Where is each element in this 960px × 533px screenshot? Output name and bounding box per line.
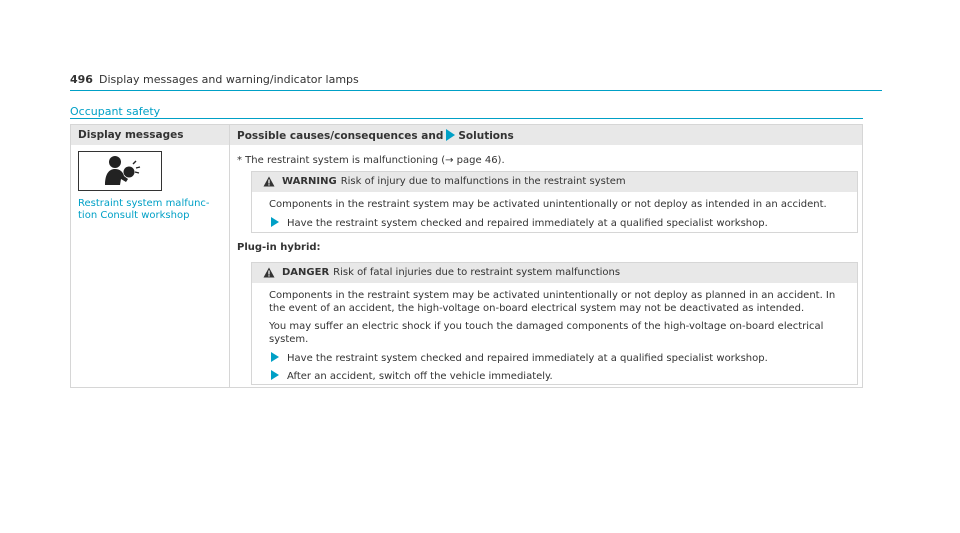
page-number: 496: [70, 73, 93, 86]
step-arrow-icon: [271, 352, 279, 362]
danger-header: [252, 263, 857, 283]
danger-step-text: After an accident, switch off the vehicle immediately.: [287, 371, 553, 382]
plugin-hybrid-heading: Plug-in hybrid:: [237, 242, 321, 253]
danger-body-line: system.: [269, 333, 309, 345]
danger-step-text: Have the restraint system checked and repaired immediately at a qualified specialist workshop.: [287, 353, 768, 364]
section-divider: [70, 118, 863, 119]
danger-body-2: [269, 321, 849, 346]
col-header-display-messages: Display messages: [78, 129, 184, 141]
page-header-title: Display messages and warning/indicator lamps: [98, 73, 359, 86]
col-header-solutions: Solutions: [458, 130, 514, 142]
warning-box: [251, 171, 858, 233]
danger-body-line: You may suffer an electric shock if you touch the damaged components of the high-voltage on-board electrical: [269, 321, 824, 332]
warning-body: Components in the restraint system may be activated unintentionally or not deploy as intended in an accident.: [269, 199, 827, 210]
warning-header: [252, 172, 857, 192]
malfunction-note: * The restraint system is malfunctioning (→ page 46).: [237, 155, 505, 166]
solution-arrow-icon: [446, 129, 455, 141]
danger-step-2: [269, 370, 553, 384]
col-header-causes-solutions: [237, 129, 514, 142]
step-arrow-icon: [271, 370, 279, 380]
danger-label: DANGER: [282, 267, 330, 278]
airbag-passenger-icon: [78, 151, 162, 191]
column-divider: [229, 125, 230, 387]
page-header: [70, 73, 359, 86]
display-message: [78, 198, 228, 222]
danger-title: [282, 267, 620, 278]
danger-triangle-icon: [263, 267, 275, 278]
danger-body-line: the event of an accident, the high-voltage on-board electrical system may not be deactivated as intended.: [269, 302, 805, 314]
danger-body: [269, 290, 849, 315]
step-arrow-icon: [271, 217, 279, 227]
display-messages-table: [70, 124, 863, 388]
header-divider: [70, 90, 882, 91]
display-message-line: Restraint system malfunc-: [78, 198, 210, 209]
warning-step-text: Have the restraint system checked and repaired immediately at a qualified specialist workshop.: [287, 218, 768, 229]
warning-step: [269, 217, 768, 231]
table-header-row: [71, 125, 862, 145]
section-title: Occupant safety: [70, 105, 161, 118]
danger-body-line: Components in the restraint system may be activated unintentionally or not deploy as planned in an accident. In: [269, 290, 836, 301]
danger-step-1: [269, 352, 768, 366]
col-header-causes: Possible causes/consequences and: [237, 130, 444, 142]
warning-label: WARNING: [282, 176, 337, 187]
warning-triangle-icon: [263, 176, 275, 187]
warning-title: [282, 176, 626, 187]
warning-title-text: Risk of injury due to malfunctions in the restraint system: [340, 176, 626, 187]
danger-box: [251, 262, 858, 385]
display-message-line: tion Consult workshop: [78, 210, 190, 221]
danger-title-text: Risk of fatal injuries due to restraint system malfunctions: [333, 267, 621, 278]
